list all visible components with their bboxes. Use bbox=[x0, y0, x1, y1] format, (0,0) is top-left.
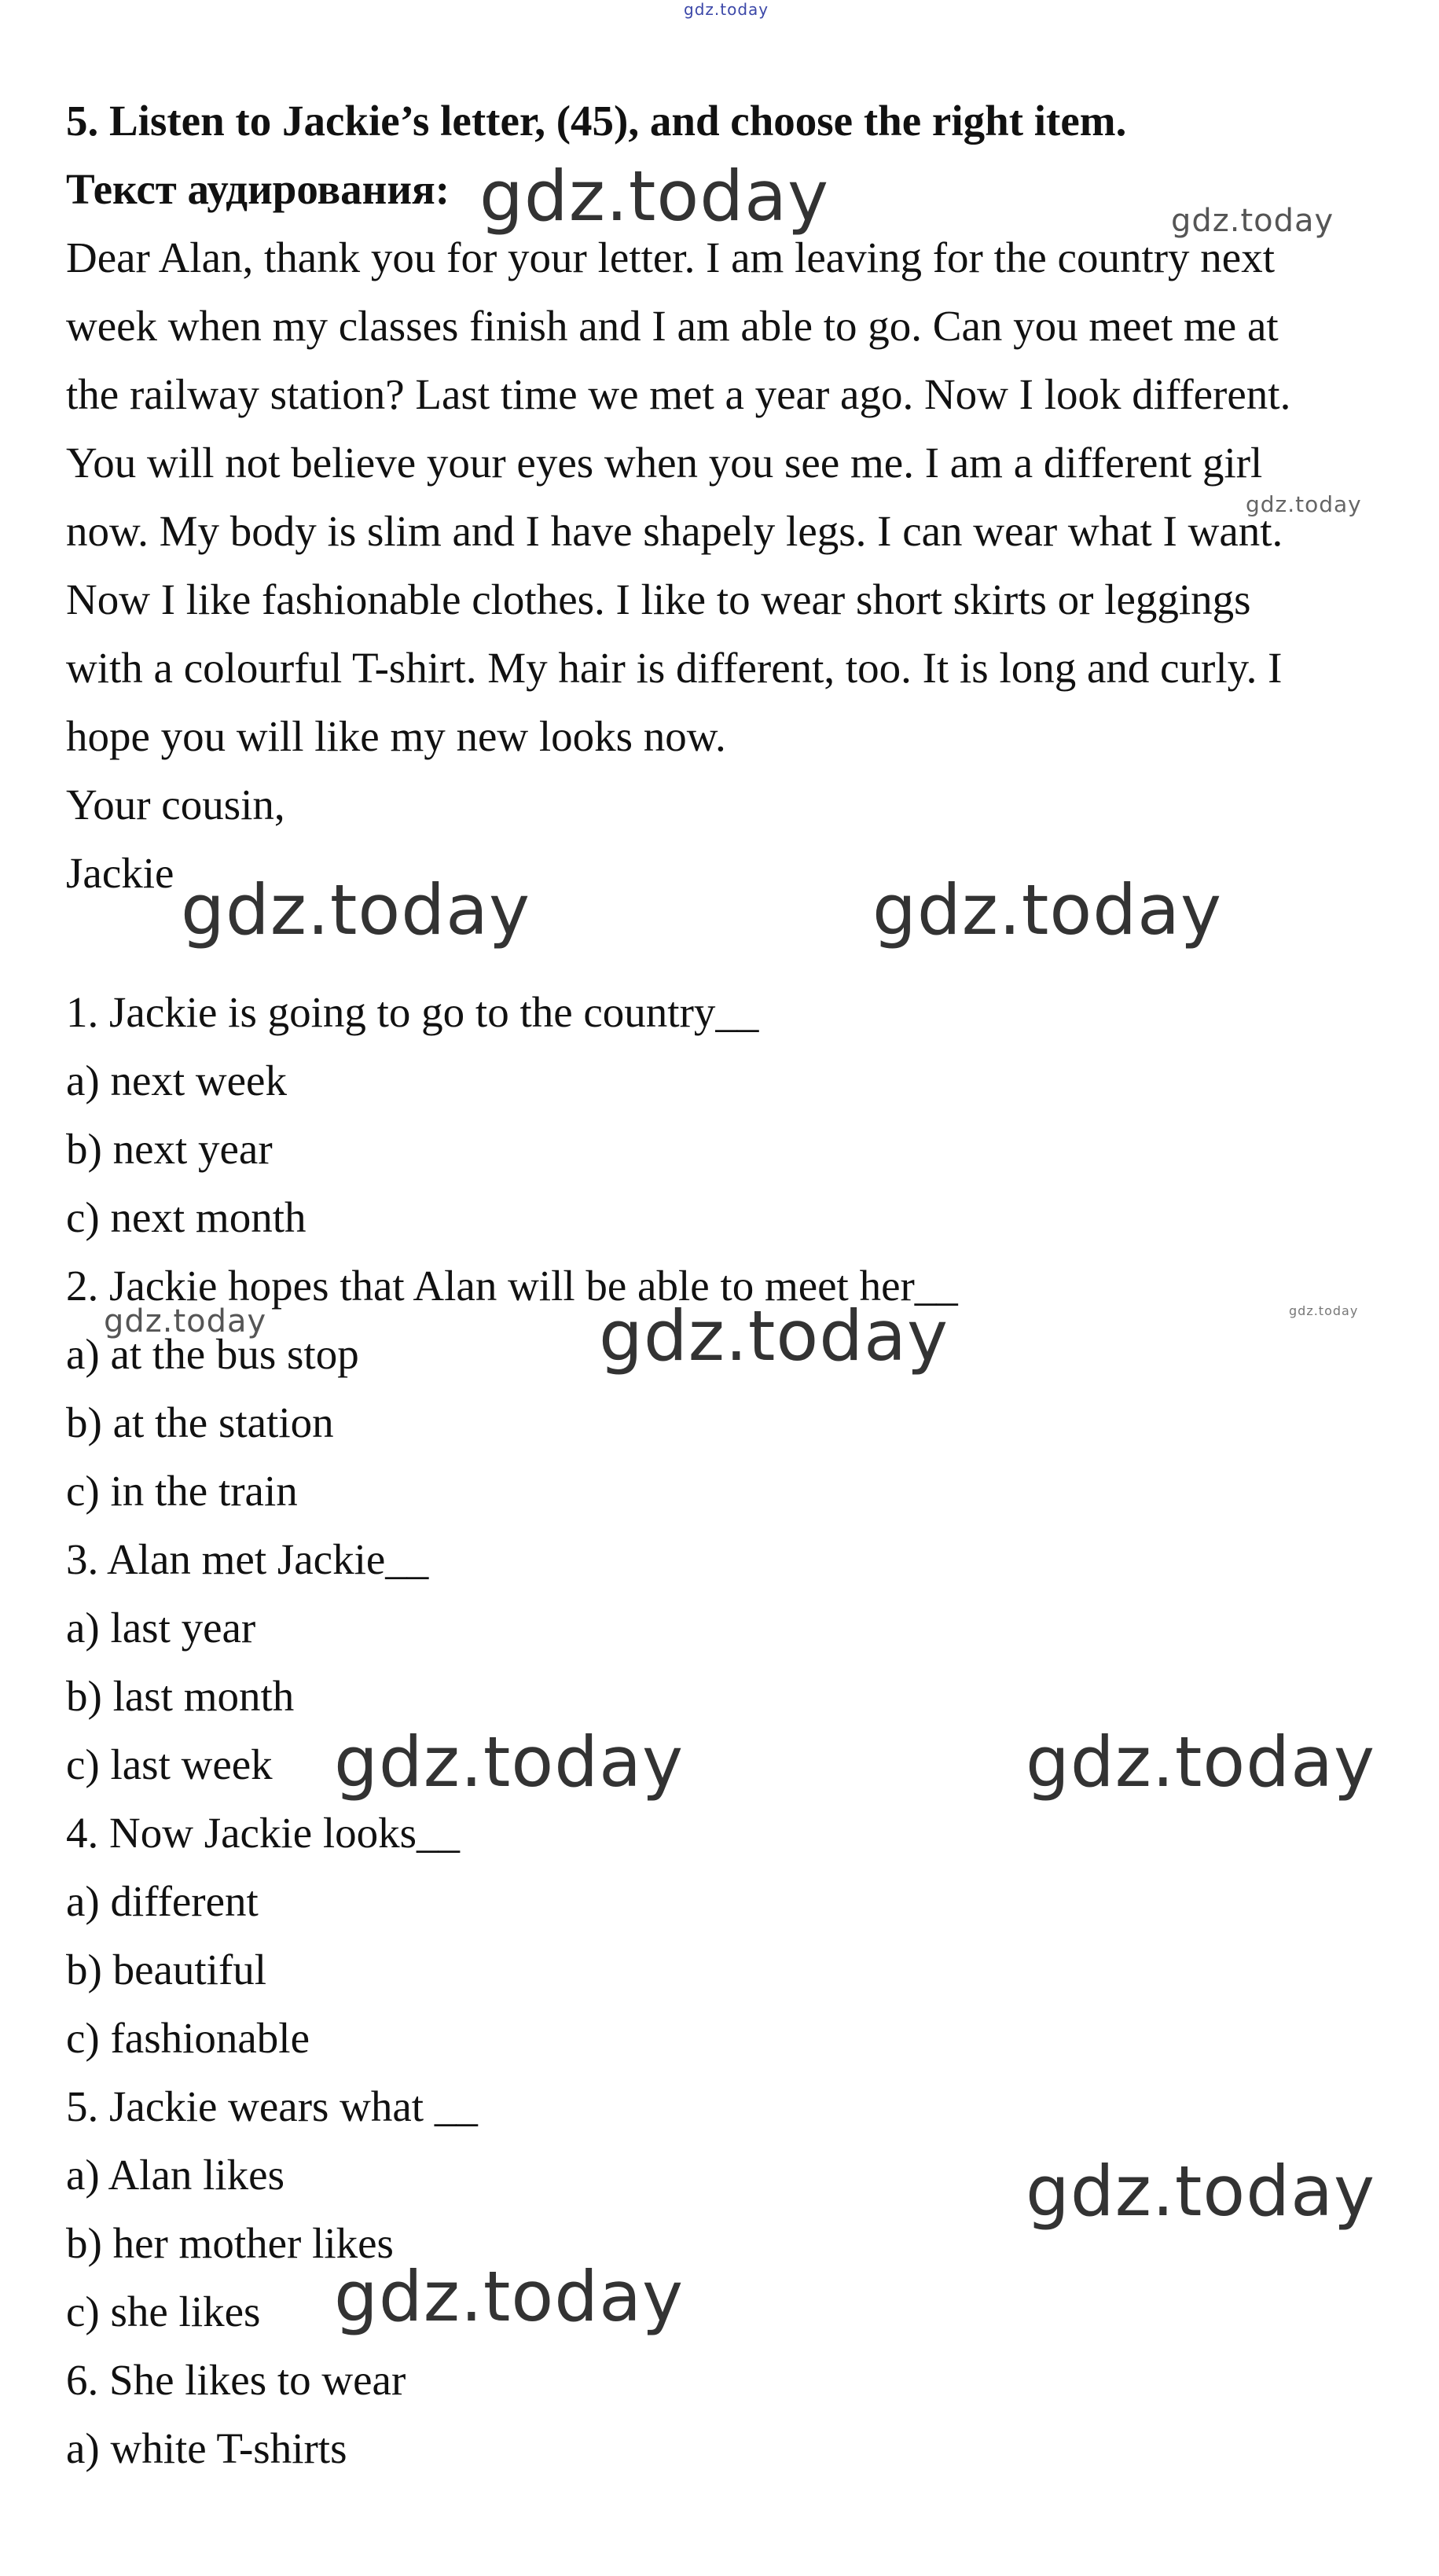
answer-option: c) fashionable bbox=[66, 2014, 310, 2062]
question-5: 5. Jackie wears what __ bbox=[66, 2082, 478, 2130]
letter-line: the railway station? Last time we met a year ago. Now I look different. bbox=[66, 370, 1291, 418]
answer-option: b) beautiful bbox=[66, 1946, 267, 1994]
question-2: 2. Jackie hopes that Alan will be able to meet her__ bbox=[66, 1262, 958, 1310]
watermark: gdz.today bbox=[104, 1303, 267, 1339]
watermark: gdz.today bbox=[181, 869, 531, 950]
watermark: gdz.today bbox=[1246, 491, 1362, 517]
answer-option: a) at the bus stop bbox=[66, 1330, 359, 1378]
watermark-top: gdz.today bbox=[684, 0, 769, 19]
letter-signature: Jackie bbox=[66, 849, 174, 897]
watermark: gdz.today bbox=[1026, 2151, 1376, 2232]
answer-option: c) in the train bbox=[66, 1467, 298, 1515]
watermark: gdz.today bbox=[599, 1295, 949, 1376]
answer-option: b) last month bbox=[66, 1672, 295, 1720]
letter-closing: Your cousin, bbox=[66, 781, 285, 829]
letter-line: week when my classes finish and I am able to go. Can you meet me at bbox=[66, 302, 1279, 350]
question-6: 6. She likes to wear bbox=[66, 2356, 406, 2404]
watermark: gdz.today bbox=[1171, 203, 1334, 239]
answer-option: c) she likes bbox=[66, 2288, 261, 2335]
letter-line: You will not believe your eyes when you see me. I am a different girl bbox=[66, 439, 1263, 487]
letter-line: hope you will like my new looks now. bbox=[66, 712, 726, 760]
letter-line: with a colourful T-shirt. My hair is different, too. It is long and curly. I bbox=[66, 644, 1283, 692]
watermark: gdz.today bbox=[1026, 1722, 1376, 1802]
watermark: gdz.today bbox=[334, 2256, 685, 2337]
question-4: 4. Now Jackie looks__ bbox=[66, 1809, 461, 1857]
answer-option: a) last year bbox=[66, 1604, 256, 1652]
answer-option: a) Alan likes bbox=[66, 2151, 284, 2199]
script-label: Текст аудирования: bbox=[66, 165, 450, 213]
question-1: 1. Jackie is going to go to the country__ bbox=[66, 988, 759, 1036]
answer-option: a) white T-shirts bbox=[66, 2424, 347, 2472]
question-3: 3. Alan met Jackie__ bbox=[66, 1535, 429, 1583]
task-heading: 5. Listen to Jackie’s letter, (45), and choose the right item. bbox=[66, 97, 1127, 145]
letter-line: Dear Alan, thank you for your letter. I am leaving for the country next bbox=[66, 233, 1275, 281]
answer-option: a) next week bbox=[66, 1056, 287, 1104]
watermark: gdz.today bbox=[334, 1722, 685, 1802]
answer-option: c) last week bbox=[66, 1740, 273, 1788]
watermark: gdz.today bbox=[872, 869, 1223, 950]
answer-option: b) next year bbox=[66, 1125, 273, 1173]
answer-option: c) next month bbox=[66, 1193, 307, 1241]
answer-option: b) her mother likes bbox=[66, 2219, 394, 2267]
letter-line: now. My body is slim and I have shapely legs. I can wear what I want. bbox=[66, 507, 1283, 555]
answer-option: a) different bbox=[66, 1877, 259, 1925]
letter-line: Now I like fashionable clothes. I like to wear short skirts or leggings bbox=[66, 575, 1251, 623]
watermark: gdz.today bbox=[1289, 1303, 1359, 1318]
answer-option: b) at the station bbox=[66, 1398, 334, 1446]
watermark: gdz.today bbox=[479, 156, 830, 237]
